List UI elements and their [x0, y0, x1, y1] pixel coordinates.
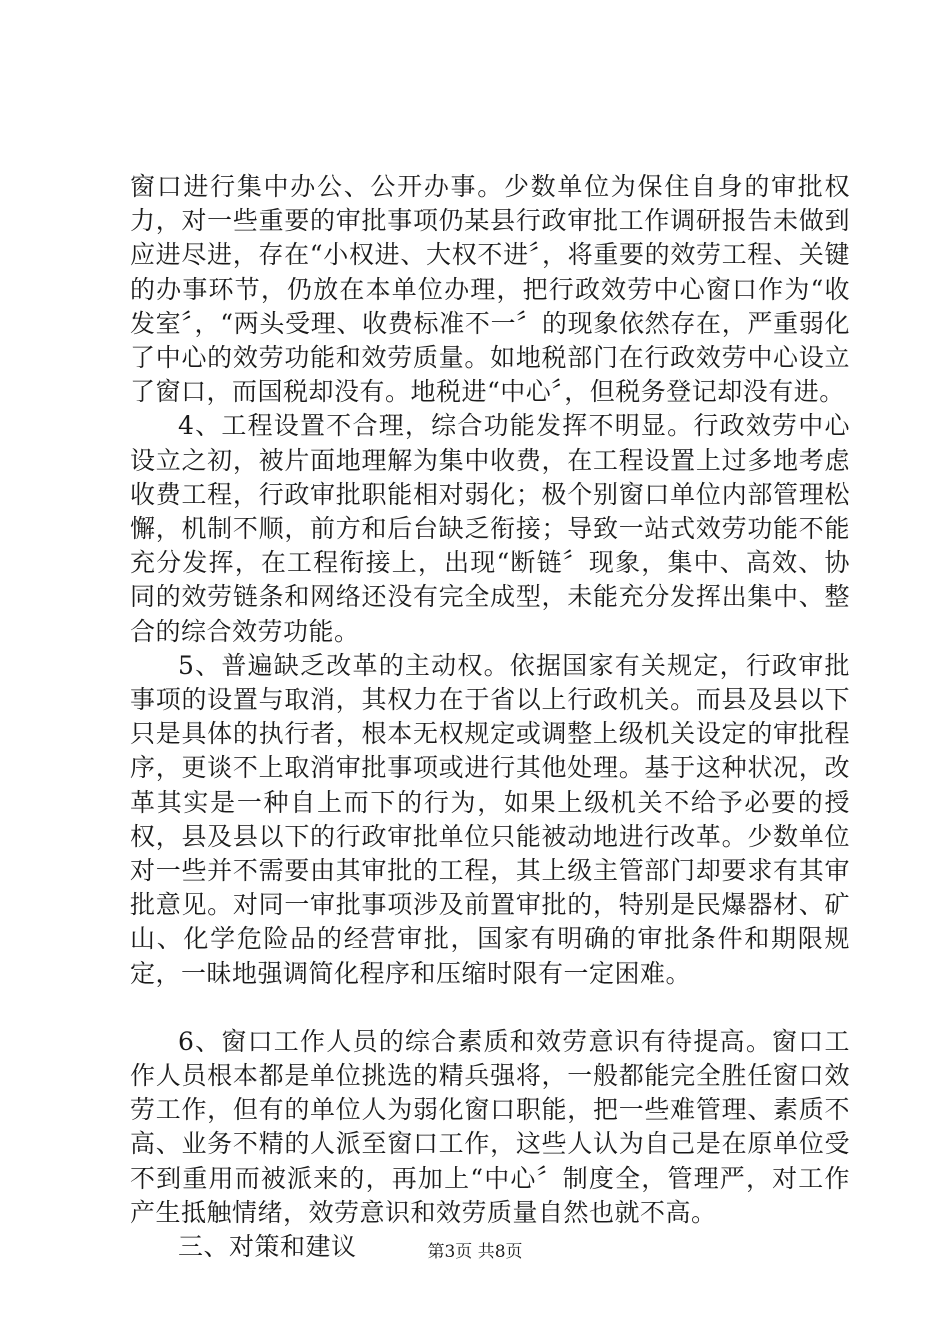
paragraph-item-6: 6、窗口工作人员的综合素质和效劳意识有待提高。窗口工作人员根本都是单位挑选的精兵强将，一般都能完全胜任窗口效劳工作，但有的单位人为弱化窗口职能，把一些难管理、素质不高、业务不精的人派至窗口工作，这些人认为自己是在原单位受不到重用而被派来的，再加上“中心〞制度全，管理严，对工作产生抵触情绪，效劳意识和效劳质量自然也就不高。 — [130, 1026, 850, 1227]
paragraph-continuation: 窗口进行集中办公、公开办事。少数单位为保住自身的审批权力，对一些重要的审批事项仍某县行政审批工作调研报告未做到应进尽进，存在“小权进、大权不进〞，将重要的效劳工程、关键的办事环节，仍放在本单位办理，把行政效劳中心窗口作为“收发室〞，“两头受理、收费标准不一〞的现象依然存在，严重弱化了中心的效劳功能和效劳质量。如地税部门在行政效劳中心设立了窗口，而国税却没有。地税进“中心〞，但税务登记却没有进。 — [130, 172, 850, 407]
section-heading: 三、对策和建议 — [178, 1232, 357, 1262]
body-text — [130, 170, 850, 1264]
page-number-footer: 第3页 共8页 — [427, 1242, 523, 1262]
paragraph-item-5: 5、普遍缺乏改革的主动权。依据国家有关规定，行政审批事项的设置与取消，其权力在于省以上行政机关。而县及县以下只是具体的执行者，根本无权规定或调整上级机关设定的审批程序，更谈不上取消审批事项或进行其他处理。基于这种状况，改革其实是一种自上而下的行为，如果上级机关不给予必要的授权，县及县以下的行政审批单位只能被动地进行改革。少数单位对一些并不需要由其审批的工程，其上级主管部门却要求有其审批意见。对同一审批事项涉及前置审批的，特别是民爆器材、矿山、化学危险品的经营审批，国家有明确的审批条件和期限规定，一昧地强调简化程序和压缩时限有一定困难。 — [130, 650, 850, 988]
paragraph-item-4: 4、工程设置不合理，综合功能发挥不明显。行政效劳中心设立之初，被片面地理解为集中收费，在工程设置上过多地考虑收费工程，行政审批职能相对弱化；极个别窗口单位内部管理松懈，机制不顺，前方和后台缺乏衔接；导致一站式效劳功能不能充分发挥，在工程衔接上，出现“断链〞现象，集中、高效、协同的效劳链条和网络还没有完全成型，未能充分发挥出集中、整合的综合效劳功能。 — [130, 411, 850, 646]
